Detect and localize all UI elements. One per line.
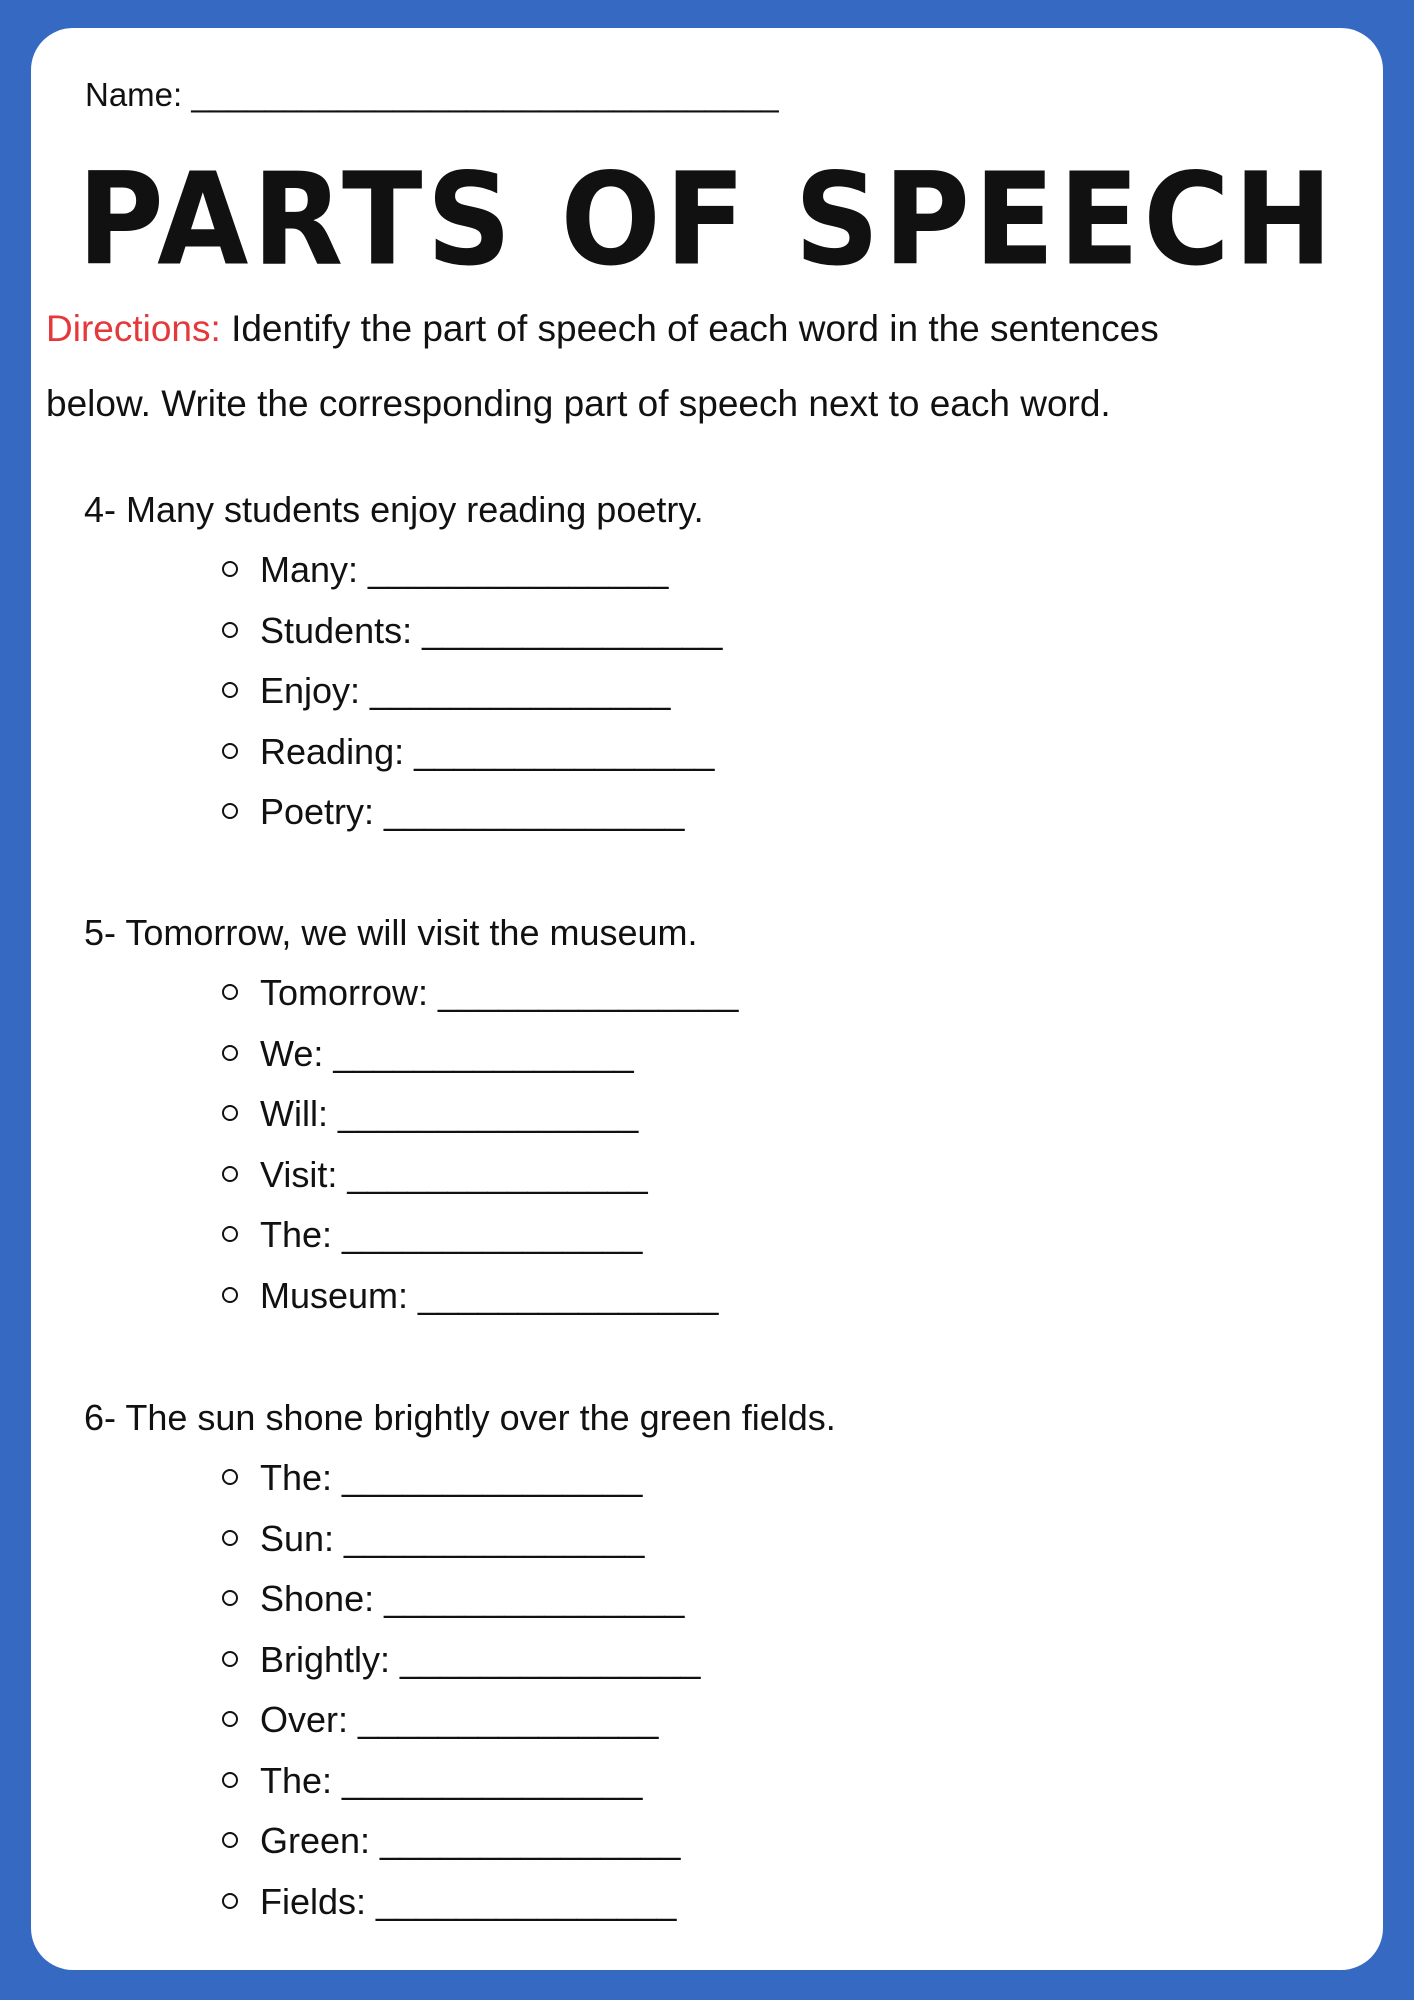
answer-item[interactable] bbox=[222, 1881, 676, 1923]
answer-item[interactable] bbox=[222, 1578, 684, 1620]
bullet-circle-icon bbox=[222, 1530, 238, 1546]
answer-item-label: Sun: _______________ bbox=[260, 1517, 645, 1559]
directions-label: Directions: bbox=[46, 308, 221, 349]
answer-item-label: Many: _______________ bbox=[260, 549, 669, 590]
answer-item[interactable] bbox=[222, 670, 670, 712]
bullet-circle-icon bbox=[222, 1105, 238, 1121]
answer-item-label: The: _______________ bbox=[260, 1457, 643, 1498]
answer-item-label: Brightly: _______________ bbox=[260, 1638, 701, 1680]
bullet-circle-icon bbox=[222, 1166, 238, 1182]
answer-item[interactable] bbox=[222, 1093, 638, 1135]
answer-item[interactable] bbox=[222, 1275, 718, 1317]
answer-item-label: Will: _______________ bbox=[260, 1093, 639, 1134]
answer-item[interactable] bbox=[222, 1154, 648, 1196]
bullet-circle-icon bbox=[222, 984, 238, 1000]
question-sentence: 4- Many students enjoy reading poetry. bbox=[84, 489, 704, 530]
answer-item-label: Students: _______________ bbox=[260, 609, 723, 651]
bullet-circle-icon bbox=[222, 1772, 238, 1788]
bullet-circle-icon bbox=[222, 1469, 238, 1485]
answer-item[interactable] bbox=[222, 1457, 642, 1499]
directions-line-2: below. Write the corresponding part of speech next to each word. bbox=[46, 383, 1111, 424]
answer-item[interactable] bbox=[222, 610, 722, 652]
page-title: PARTS OF SPEECH bbox=[77, 144, 1337, 294]
answer-item-label: Shone: _______________ bbox=[260, 1578, 685, 1619]
answer-item-label: Visit: _______________ bbox=[260, 1153, 648, 1195]
directions-text-1: Identify the part of speech of each word in the sentences bbox=[231, 308, 1159, 349]
answer-item[interactable] bbox=[222, 1699, 658, 1741]
answer-item[interactable] bbox=[222, 731, 714, 773]
answer-item-label: Poetry: _______________ bbox=[260, 791, 685, 832]
bullet-circle-icon bbox=[222, 1711, 238, 1727]
bullet-circle-icon bbox=[222, 1590, 238, 1606]
answer-item[interactable] bbox=[222, 791, 684, 833]
bullet-circle-icon bbox=[222, 682, 238, 698]
answer-item[interactable] bbox=[222, 1518, 644, 1560]
question-sentence: 5- Tomorrow, we will visit the museum. bbox=[84, 912, 698, 953]
answer-item-label: Reading: _______________ bbox=[260, 730, 715, 772]
answer-item-label: The: _______________ bbox=[260, 1759, 643, 1801]
bullet-circle-icon bbox=[222, 561, 238, 577]
answer-item[interactable] bbox=[222, 549, 668, 591]
question-sentence: 6- The sun shone brightly over the green fields. bbox=[84, 1397, 836, 1438]
bullet-circle-icon bbox=[222, 1287, 238, 1303]
bullet-circle-icon bbox=[222, 743, 238, 759]
answer-item[interactable] bbox=[222, 972, 738, 1014]
answer-item-label: The: _______________ bbox=[260, 1214, 643, 1255]
answer-item-label: Over: _______________ bbox=[260, 1699, 659, 1740]
bullet-circle-icon bbox=[222, 1045, 238, 1061]
answer-item-label: Green: _______________ bbox=[260, 1820, 681, 1861]
answer-item-label: Museum: _______________ bbox=[260, 1274, 719, 1316]
answer-item-label: Fields: _______________ bbox=[260, 1880, 677, 1922]
answer-item[interactable] bbox=[222, 1033, 634, 1075]
bullet-circle-icon bbox=[222, 1226, 238, 1242]
bullet-circle-icon bbox=[222, 1832, 238, 1848]
bullet-circle-icon bbox=[222, 622, 238, 638]
bullet-circle-icon bbox=[222, 1651, 238, 1667]
directions-line-1 bbox=[46, 308, 1159, 350]
answer-item[interactable] bbox=[222, 1214, 642, 1256]
answer-item[interactable] bbox=[222, 1820, 680, 1862]
answer-item-label: Tomorrow: _______________ bbox=[260, 972, 739, 1013]
bullet-circle-icon bbox=[222, 1893, 238, 1909]
answer-item[interactable] bbox=[222, 1639, 700, 1681]
bullet-circle-icon bbox=[222, 803, 238, 819]
answer-item-label: Enjoy: _______________ bbox=[260, 670, 671, 711]
answer-item-label: We: _______________ bbox=[260, 1032, 634, 1074]
name-field[interactable]: Name: ________________________________ bbox=[85, 76, 779, 113]
answer-item[interactable] bbox=[222, 1760, 642, 1802]
